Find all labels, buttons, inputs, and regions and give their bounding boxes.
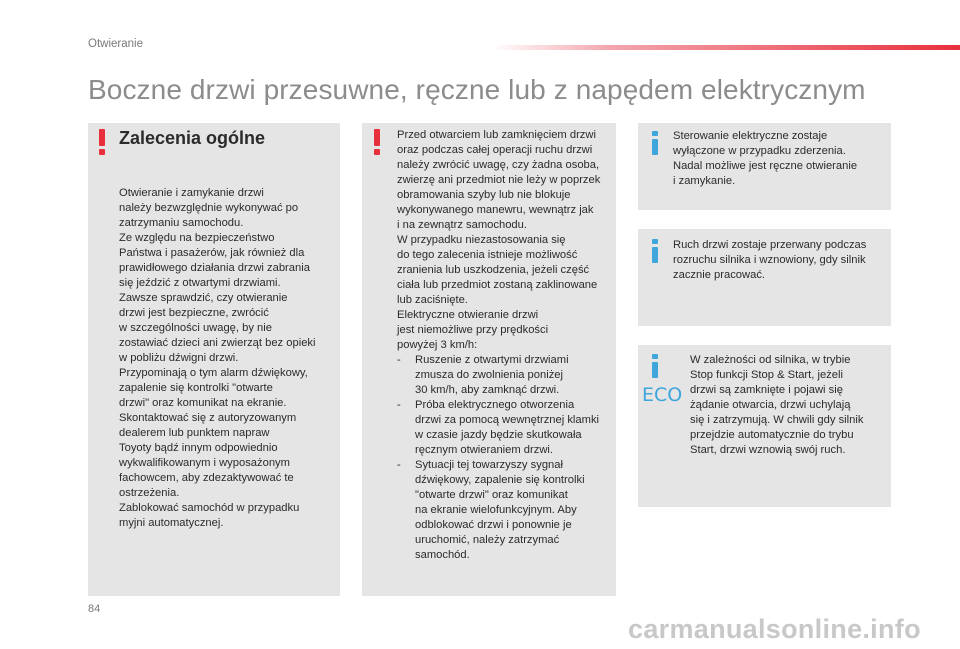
- text-line: wyłączone w przypadku zderzenia.: [673, 145, 846, 157]
- text-line: zostawiać dzieci ani zwierząt bez opieki: [119, 337, 316, 349]
- text-line: Toyoty bądź innym odpowiednio: [119, 442, 278, 454]
- bullet-text: [415, 353, 569, 398]
- text-line: dźwiękowy, zapalenie się kontrolki: [415, 474, 585, 486]
- page-number: 84: [88, 603, 101, 615]
- text-line: żądanie otwarcia, drzwi uchylają: [690, 399, 851, 411]
- text-line: odblokować drzwi i ponownie je: [415, 519, 572, 531]
- text-line: drzwi są zamknięte i pojawi się: [690, 384, 843, 396]
- text-line: Zawsze sprawdzić, czy otwieranie: [119, 292, 288, 304]
- text-line: oraz podczas całej operacji ruchu drzwi: [397, 144, 593, 156]
- page-title: Boczne drzwi przesuwne, ręczne lub z napędem elektrycznym: [88, 74, 866, 105]
- text-line: wykonywanego manewru, wewnątrz jak: [397, 204, 594, 216]
- text-line: Przypominają o tym alarm dźwiękowy,: [119, 367, 308, 379]
- text-line: zapalenie się kontrolki "otwarte: [119, 382, 273, 394]
- info-text-stop-start: [690, 353, 863, 458]
- warning-icon: [97, 129, 107, 155]
- text-line: ostrzeżenia.: [119, 487, 180, 499]
- text-line: zmusza do zwolnienia poniżej: [415, 369, 564, 381]
- text-line: Zablokować samochód w przypadku: [119, 502, 300, 514]
- text-line: do tego zalecenia istnieje możliwość: [397, 249, 578, 261]
- text-line: zacznie pracować.: [673, 269, 766, 281]
- info-text-collision: [673, 129, 857, 189]
- bullet-text: [415, 458, 585, 563]
- text-line: Ruszenie z otwartymi drzwiami: [415, 354, 569, 366]
- text-line: "otwarte drzwi" oraz komunikat: [415, 489, 568, 501]
- bullet-text: [415, 398, 599, 458]
- text-line: w czasie jazdy będzie skutkowała: [415, 429, 582, 441]
- text-line: rozruchu silnika i wznowiony, gdy silnik: [673, 254, 866, 266]
- general-text: [119, 186, 316, 531]
- text-line: samochód.: [415, 549, 470, 561]
- text-line: Otwieranie i zamykanie drzwi: [119, 187, 264, 199]
- text-line: Państwa i pasażerów, jak również dla: [119, 247, 305, 259]
- text-line: Przed otwarciem lub zamknięciem drzwi: [397, 129, 596, 141]
- info-icon: [651, 131, 659, 155]
- text-line: wykwalifikowanym i wyposażonym: [119, 457, 290, 469]
- general-heading: Zalecenia ogólne: [119, 128, 266, 148]
- eco-icon: [642, 384, 686, 404]
- info-text-engine-start: [673, 238, 866, 283]
- text-line: Start, drzwi wznowią swój ruch.: [690, 444, 846, 456]
- text-line: uruchomić, należy zatrzymać: [415, 534, 560, 546]
- text-line: W zależności od silnika, w trybie: [690, 354, 851, 366]
- text-line: jest niemożliwe przy prędkości: [397, 324, 549, 336]
- bullet-mark: -: [397, 399, 401, 411]
- text-line: należy zwrócić uwagę, czy żadna osoba,: [397, 159, 600, 171]
- text-line: i na zewnątrz samochodu.: [397, 219, 527, 231]
- info-icon: [651, 239, 659, 263]
- bullet-item: [397, 353, 600, 398]
- text-line: obramowania szyby lub nie blokuje: [397, 189, 571, 201]
- text-line: i zamykanie.: [673, 175, 736, 187]
- text-line: w szczególności uwagę, by nie: [119, 322, 272, 334]
- bullet-mark: -: [397, 354, 401, 366]
- warning-icon: [372, 129, 382, 155]
- watermark: carmanualsonline.info: [628, 614, 921, 644]
- text-line: 30 km/h, aby zamknąć drzwi.: [415, 384, 560, 396]
- svg-text:ECO: ECO: [642, 384, 683, 404]
- text-line: Skontaktować się z autoryzowanym: [119, 412, 297, 424]
- text-line: Nadal możliwe jest ręczne otwieranie: [673, 160, 858, 172]
- text-line: W przypadku niezastosowania się: [397, 234, 566, 246]
- section-label: Otwieranie: [88, 38, 143, 50]
- text-line: lub zaciśnięte.: [397, 294, 468, 306]
- text-line: drzwi" oraz komunikat na ekranie.: [119, 397, 287, 409]
- text-line: Ze względu na bezpieczeństwo: [119, 232, 275, 244]
- warning-text: [397, 128, 600, 563]
- text-line: fachowcem, aby zdezaktywować te: [119, 472, 294, 484]
- text-line: Elektryczne otwieranie drzwi: [397, 309, 539, 321]
- text-line: ciała lub przedmiot zostaną zaklinowane: [397, 279, 598, 291]
- text-line: drzwi jest bezpieczne, zwrócić: [119, 307, 269, 319]
- text-line: zranienia lub uszkodzenia, jeżeli część: [397, 264, 590, 276]
- text-line: zatrzymaniu samochodu.: [119, 217, 244, 229]
- text-line: się jeździć z otwartymi drzwiami.: [119, 277, 281, 289]
- text-line: należy bezwzględnie wykonywać po: [119, 202, 299, 214]
- text-line: drzwi za pomocą wewnętrznej klamki: [415, 414, 600, 426]
- bullet-item: [397, 398, 600, 458]
- text-line: w pobliżu dźwigni drzwi.: [119, 352, 239, 364]
- text-line: ręcznym otwieraniem drzwi.: [415, 444, 554, 456]
- text-line: Sterowanie elektryczne zostaje: [673, 130, 828, 142]
- text-line: powyżej 3 km/h:: [397, 339, 478, 351]
- bullet-item: [397, 458, 600, 563]
- text-line: Próba elektrycznego otworzenia: [415, 399, 575, 411]
- header-accent-bar: [492, 45, 960, 50]
- text-line: dealerem lub punktem napraw: [119, 427, 270, 439]
- info-icon: [651, 354, 659, 378]
- text-line: zwierzę ani przedmiot nie leży w poprzek: [397, 174, 601, 186]
- text-line: Sytuacji tej towarzyszy sygnał: [415, 459, 563, 471]
- text-line: Ruch drzwi zostaje przerwany podczas: [673, 239, 867, 251]
- text-line: myjni automatycznej.: [119, 517, 224, 529]
- text-line: na ekranie wielofunkcyjnym. Aby: [415, 504, 577, 516]
- text-line: prawidłowego działania drzwi zabrania: [119, 262, 310, 274]
- bullet-mark: -: [397, 459, 401, 471]
- text-line: przejdzie automatycznie do trybu: [690, 429, 854, 441]
- text-line: Stop funkcji Stop & Start, jeżeli: [690, 369, 843, 381]
- text-line: się i zatrzymują. W chwili gdy silnik: [690, 414, 864, 426]
